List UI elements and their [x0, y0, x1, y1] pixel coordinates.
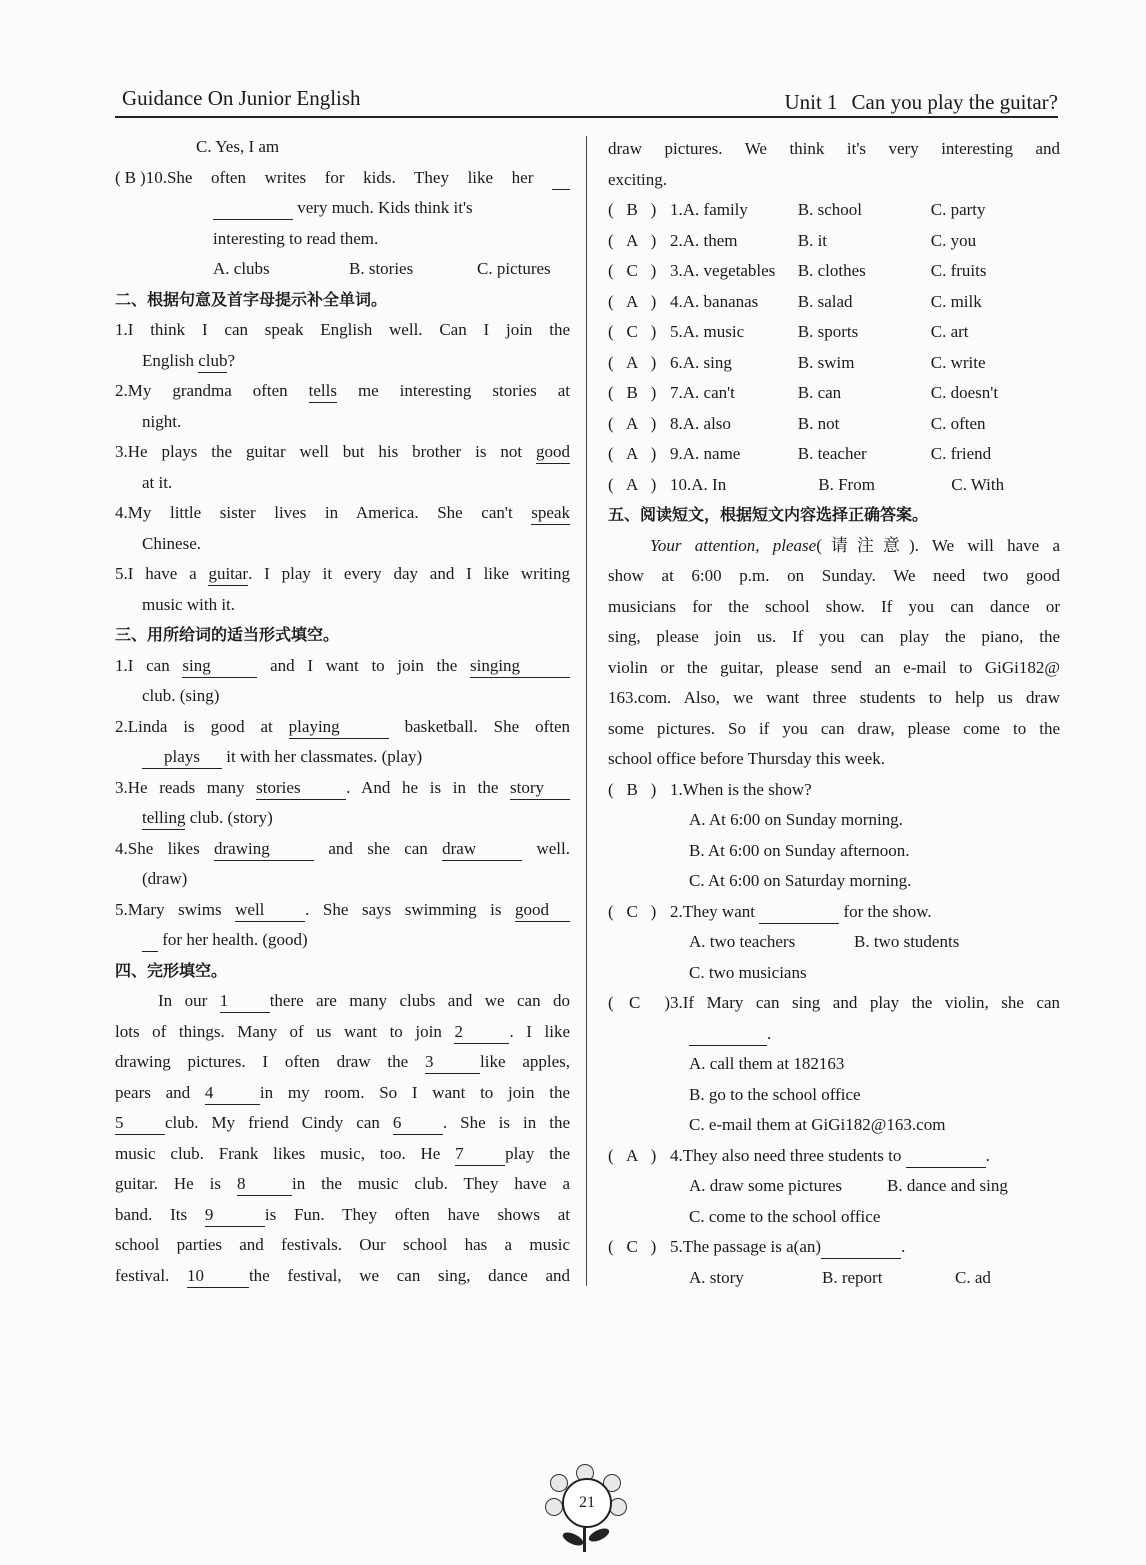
cloze-blank: 5: [115, 1112, 165, 1135]
q9-option-c: C. Yes, I am: [196, 137, 280, 156]
q10-options: A. clubs B. stories C. pictures: [213, 259, 551, 278]
passage-line1: show at 6:00 p.m. on Sunday. We need two good: [608, 566, 1060, 585]
column-divider: [586, 136, 587, 1286]
answer-word: telling: [142, 807, 185, 830]
answer-word: stories: [256, 777, 346, 800]
cloze-line8: band. Its 9 is Fun. They often have shows at: [115, 1200, 570, 1231]
rq1-b: B. At 6:00 on Sunday afternoon.: [689, 840, 910, 860]
passage-line6: some pictures. So if you can draw, please come to the: [608, 718, 1060, 738]
cloze-answer-row: ( A ) 4.A. bananas B. salad C. milk: [608, 287, 1060, 318]
cloze-line4: pears and 4 in my room. So I want to join the: [115, 1078, 570, 1109]
rq3-c: C. e-mail them at GiGi182@163.com: [689, 1115, 946, 1134]
rq5-options: A. story B. report C. ad: [689, 1267, 991, 1287]
blank: [213, 197, 293, 220]
rq1-answer: B: [626, 779, 638, 799]
cloze-answer: B: [626, 200, 638, 219]
cloze-answer: A: [626, 230, 639, 250]
cloze-answer: A: [626, 352, 639, 372]
s2-item1: 1.I think I can speak English well. Can I join the: [115, 320, 570, 339]
cloze-answer-row: ( A ) 2.A. them B. it C. you: [608, 226, 1060, 257]
cloze-line5: 5 club. My friend Cindy can 6 . She is in the: [115, 1108, 570, 1139]
right-column: [608, 134, 1060, 1293]
s2-item1-cont: English club?: [115, 346, 570, 377]
rq4-answer: A: [626, 1145, 639, 1165]
cloze-blank: 1: [220, 990, 270, 1013]
rq5: ( C ) 5.The passage is a(an) .: [608, 1232, 1060, 1263]
cloze-cont1: draw pictures. We think it's very interesting and: [608, 139, 1060, 158]
cloze-blank: 10: [187, 1265, 249, 1288]
s2-item5-cont: music with it.: [142, 594, 236, 614]
s3-item5: 5.Mary swims well . She says swimming is good: [115, 895, 570, 926]
q10-line1: ( B )10.She often writes for kids. They like her: [115, 163, 570, 194]
q10-line3: interesting to read them.: [213, 228, 379, 248]
rq5-answer: C: [626, 1237, 638, 1256]
answer-word: tells: [309, 380, 337, 403]
unit-number: Unit 1: [784, 90, 838, 114]
header-rule: [115, 116, 1058, 118]
cloze-blank: 3: [425, 1051, 480, 1074]
section-3-title: 三、用所给词的适当形式填空。: [115, 625, 340, 644]
section-5-title: 五、阅读短文，根据短文内容选择正确答案。: [608, 505, 929, 524]
cloze-line1: In our 1 there are many clubs and we can do: [115, 986, 570, 1017]
cloze-answer-row: ( A ) 6.A. sing B. swim C. write: [608, 348, 1060, 379]
s3-item2: 2.Linda is good at playing basketball. She often: [115, 712, 570, 743]
q10-answer: B: [124, 167, 137, 187]
cloze-answer-row: ( C ) 3.A. vegetables B. clothes C. fruits: [608, 256, 1060, 287]
cloze-cont2: exciting.: [608, 169, 668, 189]
cloze-answer-row: ( A ) 8.A. also B. not C. often: [608, 409, 1060, 440]
rq2-answer: C: [626, 901, 638, 921]
s2-item2: 2.My grandma often tells me interesting stories at: [115, 376, 570, 407]
s3-item3-cont: telling club. (story): [115, 803, 570, 834]
rq4-options: A. draw some pictures B. dance and sing: [689, 1176, 1008, 1195]
cloze-answer-row: ( C ) 5.A. music B. sports C. art: [608, 317, 1060, 348]
cloze-answer: A: [626, 474, 639, 494]
q10-line2: very much. Kids think it's: [115, 193, 570, 224]
answer-word: draw: [442, 838, 522, 861]
answer-word: speak: [531, 502, 570, 525]
left-column: [115, 132, 570, 1291]
unit-name: Can you play the guitar?: [851, 90, 1058, 114]
cloze-answer-row: ( A ) 9.A. name B. teacher C. friend: [608, 439, 1060, 470]
answer-word: plays: [142, 746, 222, 769]
cloze-line7: guitar. He is 8 in the music club. They have a: [115, 1169, 570, 1200]
page-number: 21: [562, 1478, 612, 1528]
cloze-blank: 2: [454, 1021, 509, 1044]
answer-word: drawing: [214, 838, 314, 861]
rq1-a: A. At 6:00 on Sunday morning.: [689, 810, 903, 829]
answer-word: story: [510, 777, 570, 800]
cloze-blank: 7: [455, 1143, 505, 1166]
cloze-blank: 9: [205, 1204, 265, 1227]
s2-item3-cont: at it.: [142, 472, 173, 492]
rq3-blank: .: [608, 1019, 1060, 1050]
passage-line0: Your attention, please(请注意). We will have a: [650, 535, 1060, 555]
cloze-line3: drawing pictures. I often draw the 3 like apples,: [115, 1047, 570, 1078]
passage-line3: sing, please join us. If you can play the piano, the: [608, 627, 1060, 646]
rq4-c: C. come to the school office: [689, 1206, 881, 1226]
answer-word: singing: [470, 655, 570, 678]
cloze-answer-row: ( A ) 10.A. In B. From C. With: [608, 470, 1060, 501]
cloze-line10: festival. 10 the festival, we can sing, dance and: [115, 1261, 570, 1292]
book-title: Guidance On Junior English: [122, 86, 361, 110]
s2-item3: 3.He plays the guitar well but his brother is not good: [115, 437, 570, 468]
rq3-answer: C: [629, 993, 641, 1012]
cloze-line2: lots of things. Many of us want to join 2 . I like: [115, 1017, 570, 1048]
answer-word: playing: [289, 716, 389, 739]
cloze-blank: 8: [237, 1173, 292, 1196]
rq3: ( C )3.If Mary can sing and play the violin, she can: [608, 988, 1060, 1019]
rq3-a: A. call them at 182163: [689, 1054, 845, 1073]
answer-word: sing: [182, 655, 257, 678]
s3-item5-cont: for her health. (good): [115, 925, 570, 956]
answer-word: good: [515, 899, 570, 922]
cloze-answer-row: ( B ) 7.A. can't B. can C. doesn't: [608, 378, 1060, 409]
rq1-c: C. At 6:00 on Saturday morning.: [689, 871, 912, 890]
s2-item4-cont: Chinese.: [142, 533, 202, 553]
answer-word: guitar: [208, 563, 248, 586]
section-4-title: 四、完形填空。: [115, 960, 228, 980]
s3-item3: 3.He reads many stories . And he is in the story: [115, 773, 570, 804]
passage-line2: musicians for the school show. If you can dance or: [608, 596, 1060, 616]
cloze-blank: 6: [393, 1112, 443, 1135]
cloze-answer: B: [626, 383, 638, 402]
cloze-answer-list: [608, 195, 1060, 500]
s3-item4: 4.She likes drawing and she can draw well.: [115, 834, 570, 865]
cloze-answer: C: [626, 322, 638, 341]
s2-item4: 4.My little sister lives in America. She can't speak: [115, 498, 570, 529]
passage-line4: violin or the guitar, please send an e-mail to GiGi182@: [608, 657, 1060, 677]
answer-word: club: [198, 350, 227, 373]
cloze-answer: C: [626, 261, 638, 280]
s3-item4-cont: (draw): [142, 869, 188, 888]
rq1: ( B ) 1.When is the show?: [608, 775, 1060, 806]
rq2-options: A. two teachers B. two students: [689, 932, 960, 951]
passage-line5: 163.com. Also, we want three students to help us draw: [608, 688, 1060, 707]
s3-item1-cont: club. (sing): [142, 686, 220, 705]
cloze-answer: A: [626, 413, 639, 433]
section-2-title: 二、根据句意及首字母提示补全单词。: [115, 289, 388, 309]
answer-word: good: [536, 441, 570, 464]
rq4: ( A ) 4.They also need three students to .: [608, 1141, 1060, 1172]
rq2: ( C ) 2.They want for the show.: [608, 897, 1060, 928]
cloze-answer: A: [626, 291, 639, 311]
cloze-line6: music club. Frank likes music, too. He 7 play the: [115, 1139, 570, 1170]
s2-item5: 5.I have a guitar. I play it every day and I like writing: [115, 559, 570, 590]
rq3-b: B. go to the school office: [689, 1084, 861, 1104]
rq2-c: C. two musicians: [689, 962, 807, 982]
s3-item1: 1.I can sing and I want to join the singing: [115, 651, 570, 682]
cloze-answer-row: ( B ) 1.A. family B. school C. party: [608, 195, 1060, 226]
cloze-blank: 4: [205, 1082, 260, 1105]
cloze-answer: A: [626, 444, 639, 463]
passage-line7: school office before Thursday this week.: [608, 749, 885, 768]
blank: [552, 167, 570, 190]
answer-word: well: [235, 899, 305, 922]
s2-item2-cont: night.: [142, 411, 182, 431]
s3-item2-cont: plays it with her classmates. (play): [115, 742, 570, 773]
unit-title: [770, 90, 1058, 115]
cloze-line9: school parties and festivals. Our school has a music: [115, 1235, 570, 1254]
